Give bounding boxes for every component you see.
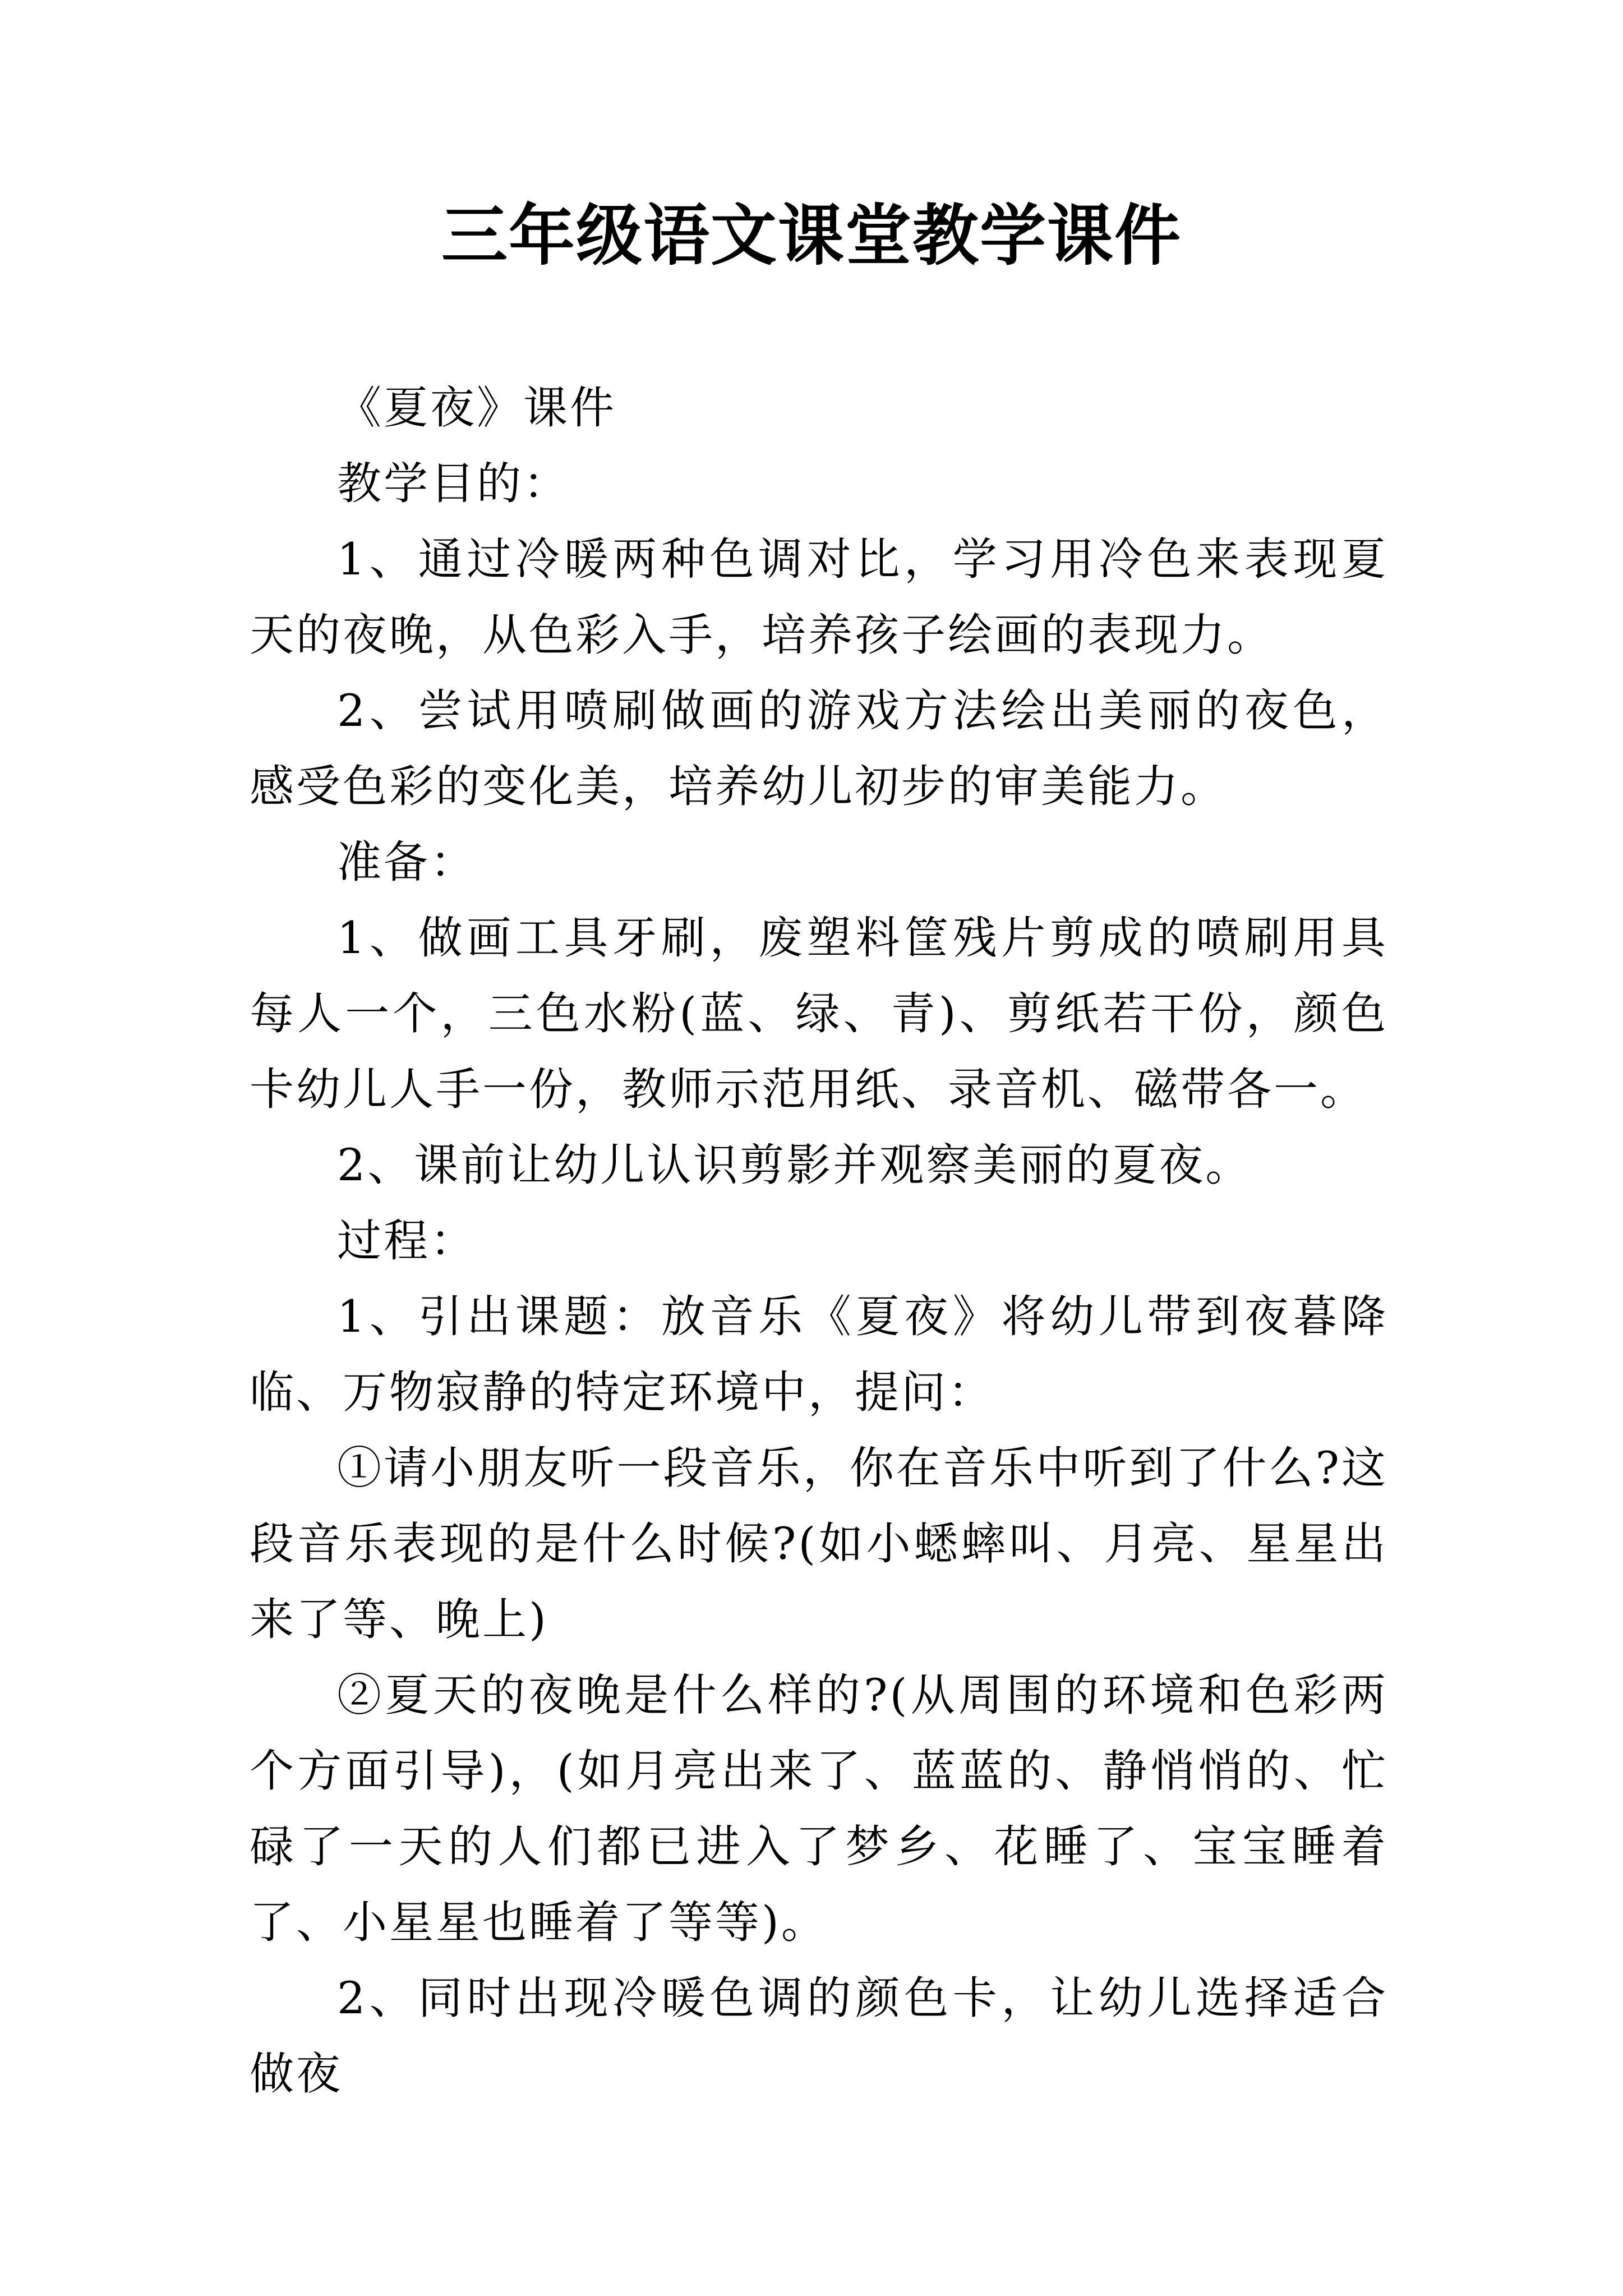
paragraph-process-1: 1、引出课题：放音乐《夏夜》将幼儿带到夜暮降临、万物寂静的特定环境中，提问： (250, 1291, 1388, 1418)
paragraph-objectives-heading: 教学目的： (337, 458, 570, 509)
document-title: 三年级语文课堂教学课件 (441, 196, 1182, 274)
paragraph-objective-1: 1、通过冷暖两种色调对比，学习用冷色来表现夏天的夜晚，从色彩入手，培养孩子绘画的表现力。 (250, 533, 1388, 661)
paragraph-objective-2: 2、尝试用喷刷做画的游戏方法绘出美丽的夜色，感受色彩的变化美，培养幼儿初步的审美能力。 (250, 685, 1388, 812)
paragraph-process-2: 2、同时出现冷暖色调的颜色卡，让幼儿选择适合做夜 (250, 1972, 1388, 2100)
paragraph-question-1: ①请小朋友听一段音乐，你在音乐中听到了什么?这段音乐表现的是什么时候?(如小蟋蟀叫、月亮、星星出来了等、晚上) (250, 1442, 1388, 1645)
paragraph-preparation-2: 2、课前让幼儿认识剪影并观察美丽的夏夜。 (337, 1139, 1252, 1191)
paragraph-question-2: ②夏天的夜晚是什么样的?(从周围的环境和色彩两个方面引导)，(如月亮出来了、蓝蓝的、静悄悄的、忙碌了一天的人们都已进入了梦乡、花睡了、宝宝睡着了、小星星也睡着了等等)。 (250, 1669, 1388, 1948)
document-body (250, 370, 1388, 2112)
paragraph-preparation-heading: 准备： (337, 836, 477, 888)
paragraph-lesson-name: 《夏夜》课件 (337, 382, 616, 434)
paragraph-process-heading: 过程： (337, 1215, 477, 1267)
paragraph-preparation-1: 1、做画工具牙刷，废塑料筐残片剪成的喷刷用具每人一个，三色水粉(蓝、绿、青)、剪纸若干份，颜色卡幼儿人手一份，教师示范用纸、录音机、磁带各一。 (250, 912, 1388, 1115)
